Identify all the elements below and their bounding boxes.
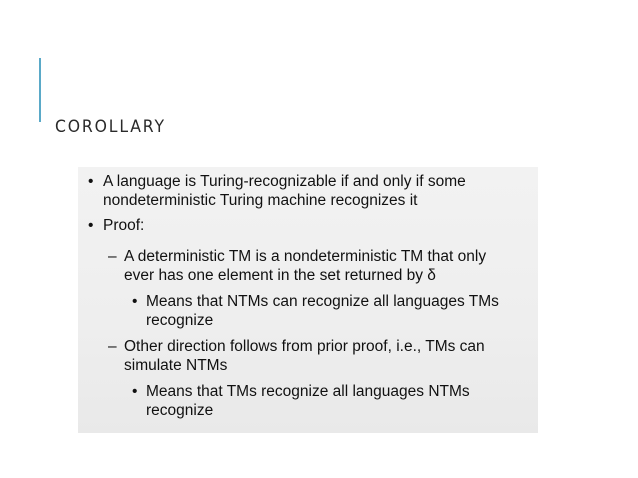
- bullet-marker: •: [132, 293, 138, 310]
- bullet-text-line: nondeterministic Turing machine recognizes it: [103, 192, 418, 209]
- sub-bullet-text-line: A deterministic TM is a nondeterministic TM that only: [124, 248, 487, 265]
- slide-title: COROLLARY: [55, 117, 166, 137]
- dash-marker: –: [108, 338, 117, 355]
- sub-sub-bullet-text-line: Means that TMs recognize all languages NTMs: [146, 383, 470, 400]
- bullet-text-line: Proof:: [103, 217, 145, 234]
- dash-marker: –: [108, 248, 117, 265]
- sub-sub-bullet-text-line: recognize: [146, 312, 214, 329]
- sub-sub-bullet-text-line: Means that NTMs can recognize all languages TMs: [146, 293, 499, 310]
- sub-sub-bullet-text-line: recognize: [146, 402, 214, 419]
- bullet-marker: •: [88, 217, 94, 234]
- content-image: [78, 167, 538, 433]
- sub-bullet-text-line: Other direction follows from prior proof, i.e., TMs can: [124, 338, 485, 355]
- accent-bar: [39, 58, 41, 122]
- bullet-text-line: A language is Turing-recognizable if and only if some: [103, 173, 466, 190]
- sub-bullet-text-line: ever has one element in the set returned by δ: [124, 267, 436, 284]
- bullet-marker: •: [88, 173, 94, 190]
- bullet-marker: •: [132, 383, 138, 400]
- sub-bullet-text-line: simulate NTMs: [124, 357, 228, 374]
